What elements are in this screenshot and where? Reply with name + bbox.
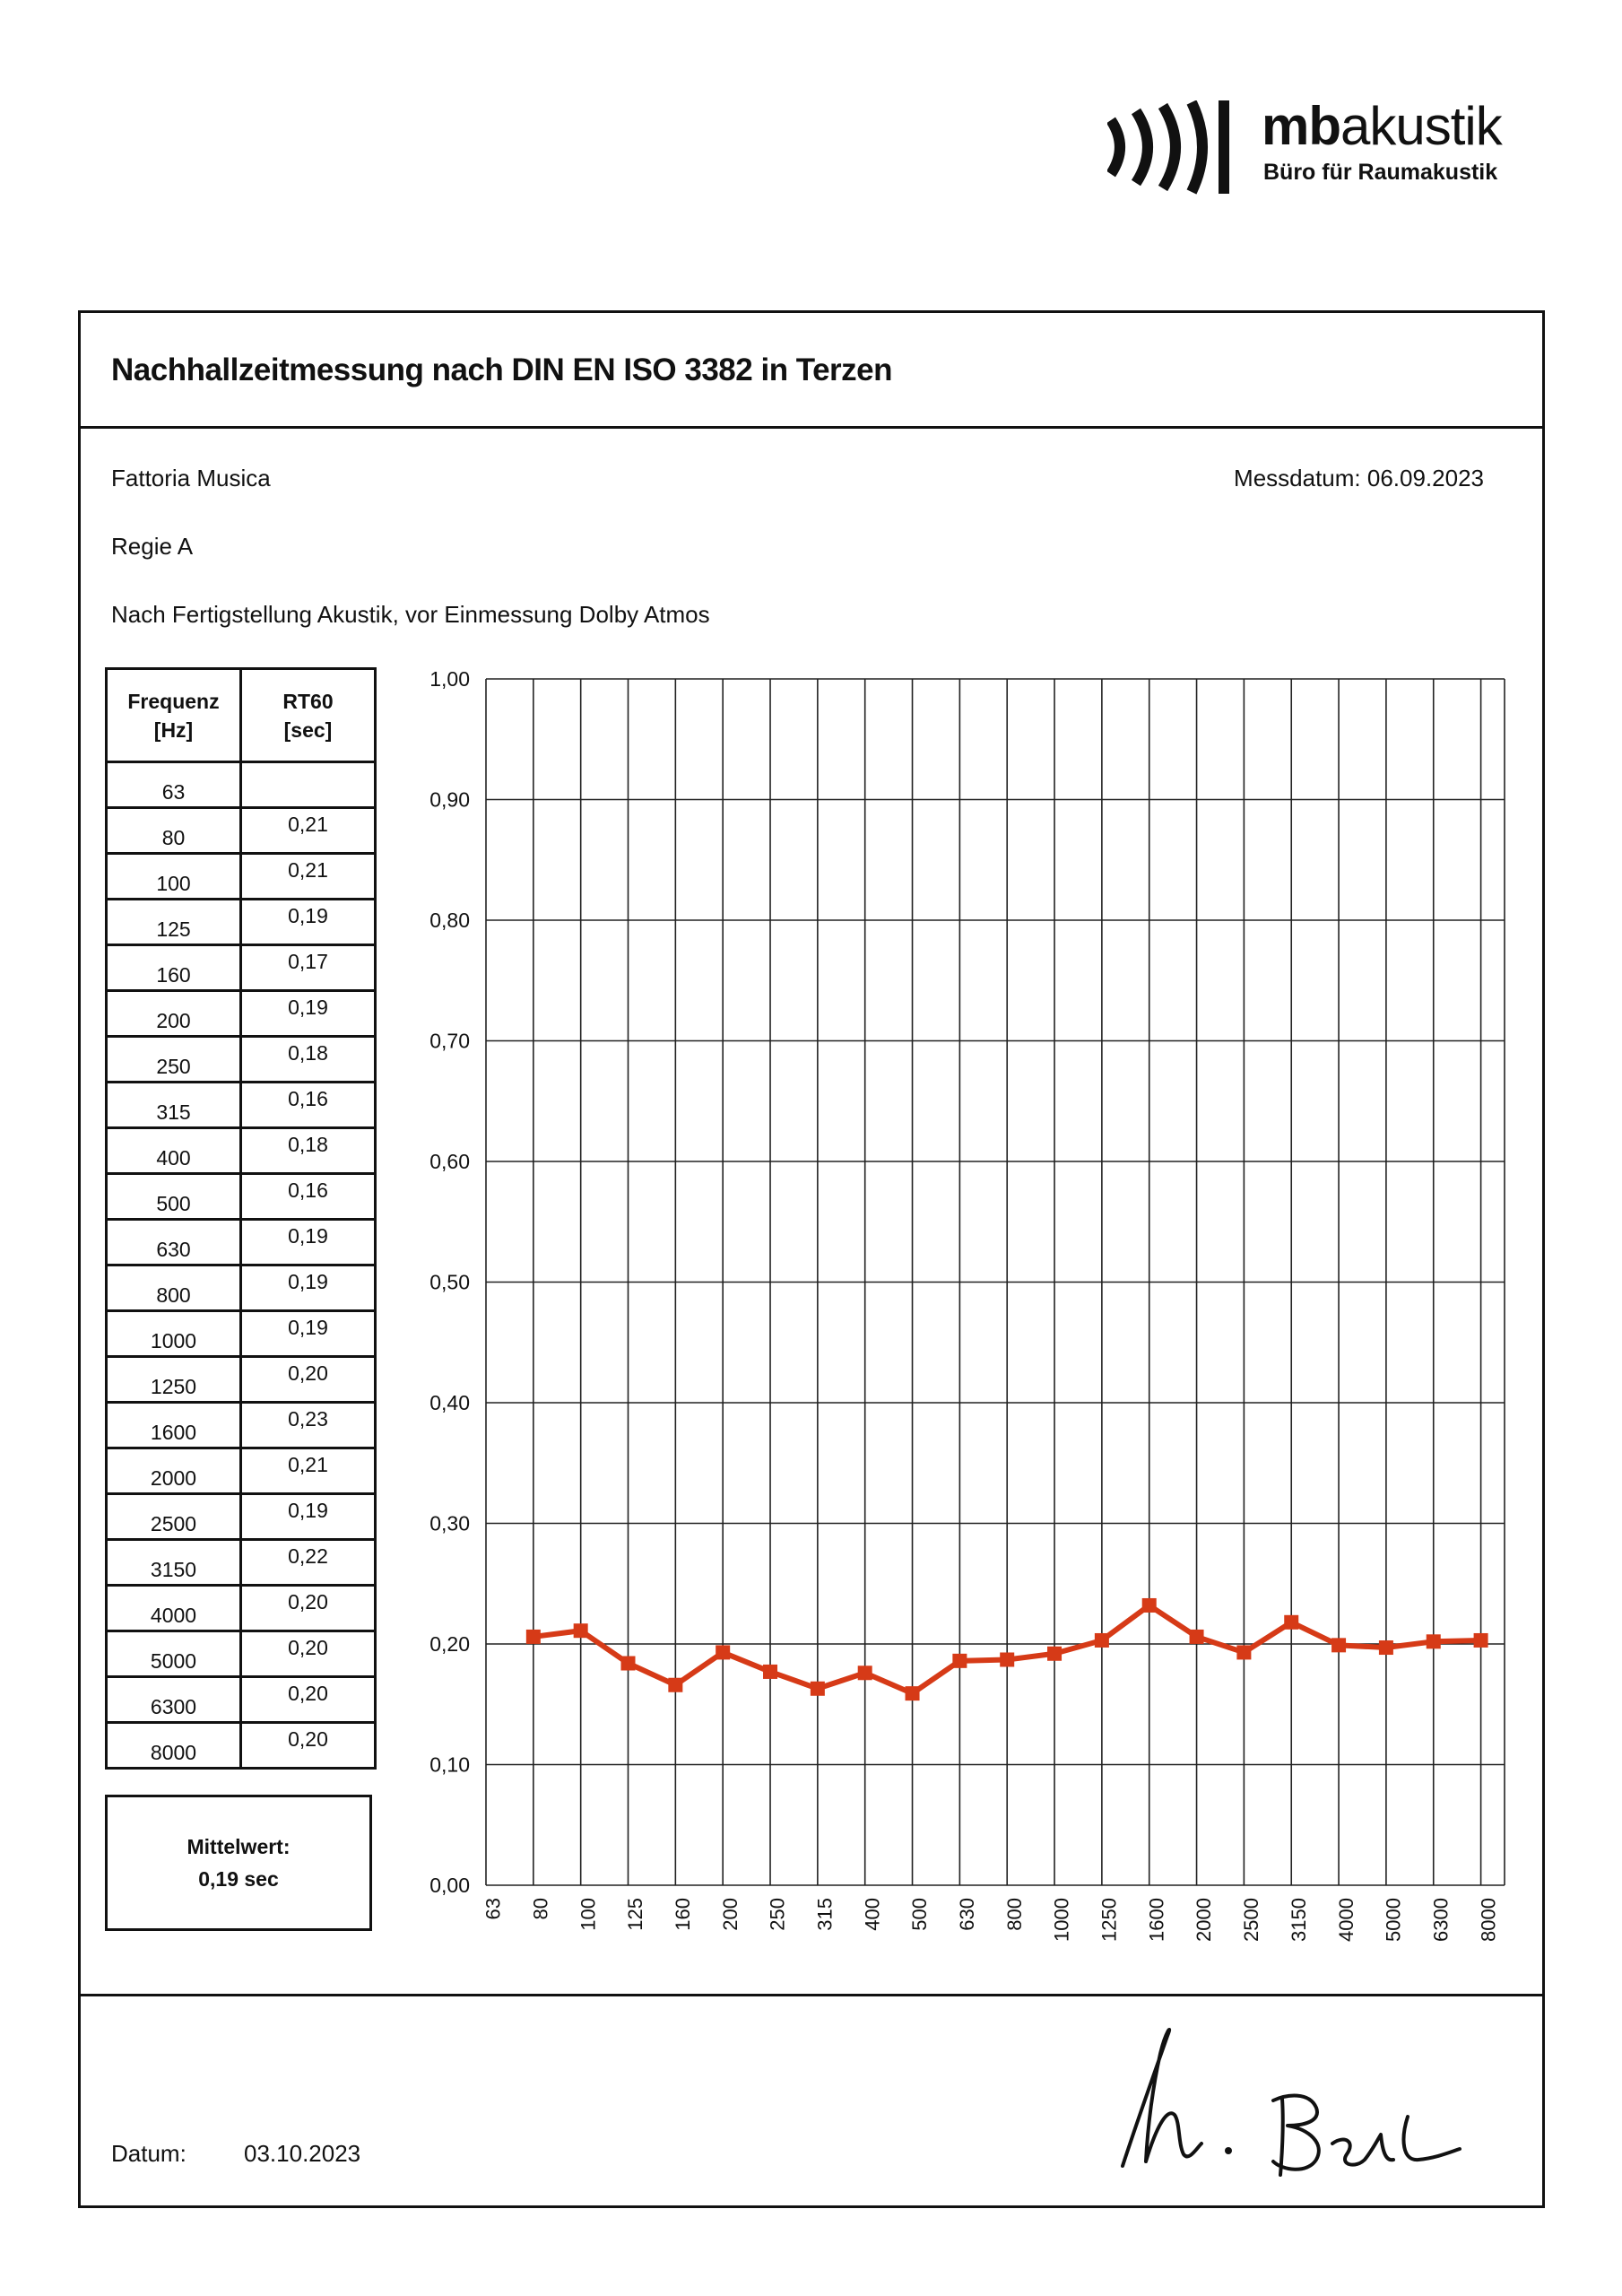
table-row <box>107 1265 376 1311</box>
x-tick-label: 100 <box>577 1898 600 1931</box>
mean-value: 0,19 sec <box>198 1867 279 1891</box>
data-point <box>1142 1598 1157 1613</box>
data-point <box>1047 1647 1062 1661</box>
rt60-cell: 0,23 <box>241 1403 376 1448</box>
table-row <box>107 1174 376 1220</box>
handwritten-signature <box>1103 2009 1462 2188</box>
table-row <box>107 1128 376 1174</box>
rt60-cell: 0,19 <box>241 1494 376 1540</box>
y-tick-label: 1,00 <box>429 667 470 691</box>
data-point <box>906 1686 920 1700</box>
frequency-cell: 6300 <box>107 1677 241 1723</box>
logo-brand-light: akustik <box>1340 96 1502 156</box>
y-tick-label: 0,60 <box>429 1150 470 1173</box>
room-name: Regie A <box>111 533 194 560</box>
header-frequency-line1: Frequenz <box>127 689 220 713</box>
data-point <box>1095 1633 1109 1648</box>
frequency-cell: 630 <box>107 1220 241 1265</box>
table-row <box>107 1677 376 1723</box>
rt60-cell <box>241 762 376 808</box>
table-row <box>107 1220 376 1265</box>
x-tick-label: 2500 <box>1240 1898 1263 1942</box>
data-point <box>1284 1615 1298 1630</box>
x-tick-label: 500 <box>908 1898 932 1931</box>
y-tick-label: 0,20 <box>429 1632 470 1656</box>
x-tick-label: 160 <box>672 1898 695 1931</box>
footer-divider <box>78 1994 1545 1996</box>
header-frequency-line2: [Hz] <box>153 718 194 742</box>
data-point <box>952 1654 967 1668</box>
rt60-cell: 0,18 <box>241 1128 376 1174</box>
rt60-cell: 0,20 <box>241 1723 376 1769</box>
table-row <box>107 1540 376 1586</box>
report-title: Nachhallzeitmessung nach DIN EN ISO 3382 in Terzen <box>111 352 893 387</box>
rt60-cell: 0,20 <box>241 1357 376 1403</box>
data-point <box>716 1645 730 1659</box>
company-logo <box>1107 96 1502 195</box>
table-row <box>107 1357 376 1403</box>
data-point <box>1379 1640 1393 1655</box>
mean-value-box <box>105 1795 372 1931</box>
rt60-cell: 0,22 <box>241 1540 376 1586</box>
x-tick-label: 3150 <box>1287 1898 1310 1942</box>
frequency-cell: 80 <box>107 808 241 854</box>
x-tick-label: 125 <box>624 1898 647 1931</box>
frequency-cell: 2000 <box>107 1448 241 1494</box>
x-tick-label: 250 <box>766 1898 789 1931</box>
frequency-cell: 160 <box>107 945 241 991</box>
footer-date-value: 03.10.2023 <box>244 2140 361 2167</box>
logo-brand-name <box>1262 95 1502 158</box>
header-rt60-line1: RT60 <box>282 689 334 713</box>
rt60-line-chart <box>412 655 1506 1955</box>
frequency-cell: 8000 <box>107 1723 241 1769</box>
x-tick-label: 1000 <box>1050 1898 1073 1942</box>
measurement-condition: Nach Fertigstellung Akustik, vor Einmessung Dolby Atmos <box>111 601 710 628</box>
frequency-cell: 3150 <box>107 1540 241 1586</box>
title-divider <box>78 426 1545 429</box>
frequency-cell: 4000 <box>107 1586 241 1631</box>
frequency-cell: 250 <box>107 1037 241 1083</box>
table-row <box>107 1494 376 1540</box>
data-point <box>858 1665 872 1680</box>
logo-subtitle: Büro für Raumakustik <box>1263 160 1498 185</box>
frequency-cell: 100 <box>107 854 241 900</box>
table-row <box>107 945 376 991</box>
data-point <box>1427 1634 1441 1648</box>
table-row <box>107 900 376 945</box>
rt60-cell: 0,18 <box>241 1037 376 1083</box>
rt60-cell: 0,20 <box>241 1631 376 1677</box>
rt60-cell: 0,19 <box>241 1311 376 1357</box>
rt60-cell: 0,19 <box>241 900 376 945</box>
table-row <box>107 1631 376 1677</box>
y-tick-label: 0,50 <box>429 1270 470 1294</box>
rt60-cell: 0,16 <box>241 1083 376 1128</box>
table-row <box>107 1448 376 1494</box>
data-point <box>811 1682 825 1696</box>
y-tick-label: 0,00 <box>429 1874 470 1897</box>
header-rt60-line2: [sec] <box>283 718 333 742</box>
frequency-cell: 800 <box>107 1265 241 1311</box>
logo-brand-bold: mb <box>1262 96 1340 156</box>
table-row <box>107 762 376 808</box>
data-point <box>668 1678 682 1692</box>
data-point <box>1331 1638 1346 1652</box>
y-tick-label: 0,80 <box>429 909 470 932</box>
y-tick-label: 0,30 <box>429 1511 470 1535</box>
data-point <box>621 1657 636 1671</box>
x-tick-label: 630 <box>956 1898 979 1931</box>
x-tick-label: 8000 <box>1477 1898 1500 1942</box>
rt60-table <box>105 667 377 1770</box>
x-tick-label: 2000 <box>1193 1898 1216 1942</box>
data-point <box>763 1665 777 1679</box>
table-row <box>107 808 376 854</box>
x-tick-label: 80 <box>529 1898 552 1920</box>
rt60-cell: 0,16 <box>241 1174 376 1220</box>
rt60-cell: 0,19 <box>241 1265 376 1311</box>
project-name: Fattoria Musica <box>111 465 271 491</box>
y-tick-label: 0,70 <box>429 1029 470 1053</box>
footer-date-label: Datum: <box>111 2140 186 2167</box>
header-frequency <box>107 669 241 762</box>
measurement-date: Messdatum: 06.09.2023 <box>1234 465 1484 491</box>
rt60-cell: 0,19 <box>241 991 376 1037</box>
y-tick-label: 0,40 <box>429 1391 470 1414</box>
rt60-cell: 0,20 <box>241 1586 376 1631</box>
data-point <box>1000 1652 1014 1666</box>
table-header-row <box>107 669 376 762</box>
rt60-cell: 0,21 <box>241 808 376 854</box>
frequency-cell: 5000 <box>107 1631 241 1677</box>
frequency-cell: 200 <box>107 991 241 1037</box>
logo-sound-bars-icon <box>1107 100 1233 195</box>
table-row <box>107 1723 376 1769</box>
frequency-cell: 125 <box>107 900 241 945</box>
y-tick-label: 0,10 <box>429 1752 470 1777</box>
header-rt60 <box>241 669 376 762</box>
table-row <box>107 1586 376 1631</box>
x-tick-label: 315 <box>813 1898 837 1931</box>
frequency-cell: 1250 <box>107 1357 241 1403</box>
table-row <box>107 1083 376 1128</box>
frequency-cell: 315 <box>107 1083 241 1128</box>
x-tick-label: 1250 <box>1097 1898 1121 1942</box>
data-point <box>1236 1645 1251 1659</box>
frequency-cell: 1600 <box>107 1403 241 1448</box>
data-point <box>526 1630 541 1644</box>
data-point <box>574 1623 588 1638</box>
rt60-cell: 0,21 <box>241 854 376 900</box>
frequency-cell: 1000 <box>107 1311 241 1357</box>
rt60-cell: 0,19 <box>241 1220 376 1265</box>
frequency-cell: 400 <box>107 1128 241 1174</box>
rt60-cell: 0,17 <box>241 945 376 991</box>
table-row <box>107 1037 376 1083</box>
table-row <box>107 991 376 1037</box>
x-tick-label: 63 <box>481 1898 505 1920</box>
frequency-cell: 500 <box>107 1174 241 1220</box>
table-row <box>107 1403 376 1448</box>
rt60-cell: 0,20 <box>241 1677 376 1723</box>
table-row <box>107 1311 376 1357</box>
table-row <box>107 854 376 900</box>
data-point <box>1190 1630 1204 1644</box>
frequency-cell: 2500 <box>107 1494 241 1540</box>
x-tick-label: 4000 <box>1334 1898 1357 1942</box>
data-point <box>1474 1633 1488 1648</box>
x-tick-label: 6300 <box>1429 1898 1453 1942</box>
x-tick-label: 400 <box>861 1898 884 1931</box>
x-tick-label: 1600 <box>1145 1898 1168 1942</box>
mean-label: Mittelwert: <box>186 1835 291 1858</box>
x-tick-label: 200 <box>718 1898 742 1931</box>
x-tick-label: 800 <box>1002 1898 1026 1931</box>
y-tick-label: 0,90 <box>429 787 470 812</box>
x-tick-label: 5000 <box>1382 1898 1405 1942</box>
rt60-cell: 0,21 <box>241 1448 376 1494</box>
frequency-cell: 63 <box>107 762 241 808</box>
